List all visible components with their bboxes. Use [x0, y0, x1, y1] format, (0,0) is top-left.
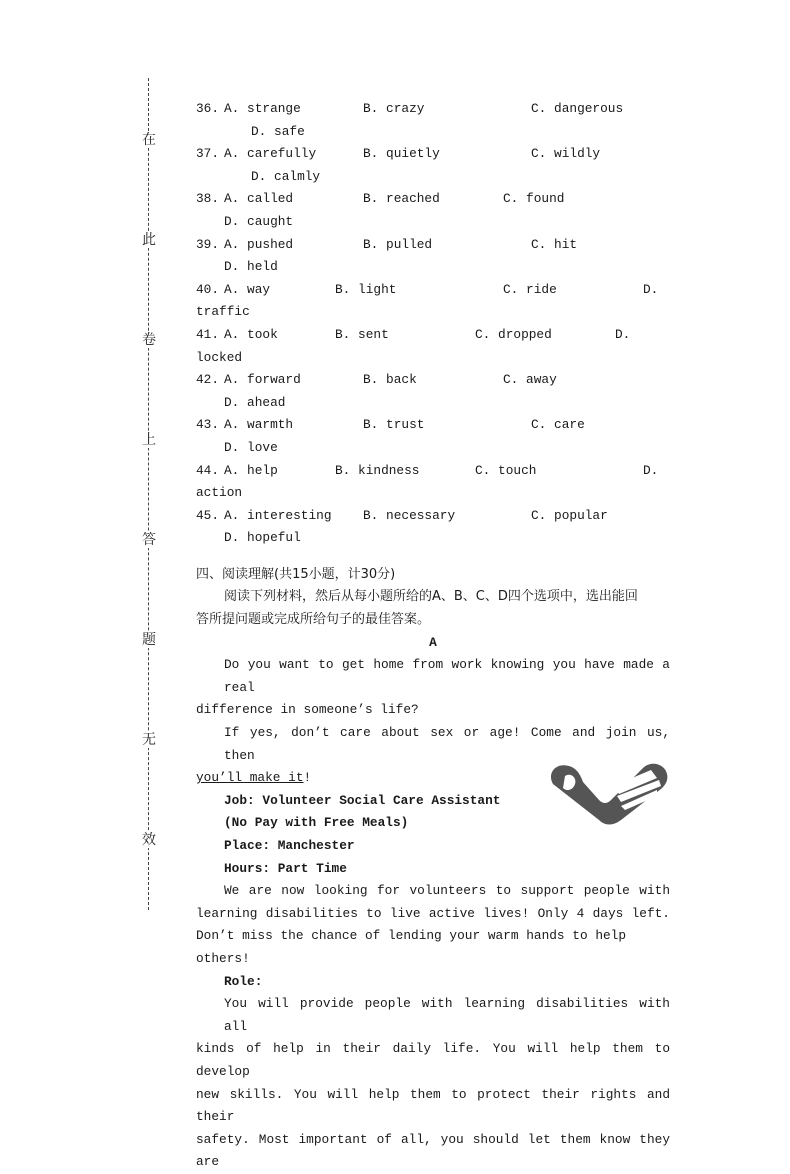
option-d-text: action	[196, 485, 243, 501]
passage-line: difference in someone’s life?	[196, 702, 419, 718]
option-c: C. away	[503, 372, 557, 388]
margin-char: 效	[142, 832, 156, 848]
question-38-d-line	[196, 211, 670, 234]
option-d: D.	[615, 326, 631, 342]
question-38	[196, 188, 670, 211]
option-b: B. light	[335, 281, 397, 297]
exclamation: !	[303, 770, 312, 786]
question-number: 37.	[196, 146, 220, 162]
question-41-d-line	[196, 347, 670, 370]
option-d-text: locked	[196, 349, 243, 365]
passage-line: If yes, don’t care about sex or age! Come and join us, then	[224, 725, 670, 763]
margin-char: 题	[142, 632, 156, 648]
margin-char: 无	[142, 732, 156, 748]
question-number: 38.	[196, 191, 220, 207]
margin-char: 此	[142, 232, 156, 248]
option-a: A. interesting	[224, 507, 332, 523]
margin-char: 在	[142, 132, 156, 148]
role-heading: Role:	[224, 973, 263, 989]
question-36	[196, 98, 670, 121]
option-d: D. ahead	[224, 394, 286, 410]
option-d: D. love	[224, 439, 278, 455]
question-number: 40.	[196, 281, 220, 297]
question-37-d-line	[196, 166, 670, 189]
option-a: A. called	[224, 191, 294, 207]
option-a: A. way	[224, 281, 271, 297]
passage-line: new skills. You will help them to protect their rights and their	[196, 1086, 670, 1125]
section-instruction: 阅读下列材料，然后从每小题所给的A、B、C、D四个选项中，选出能回	[224, 589, 638, 605]
option-c: C. popular	[531, 507, 608, 523]
question-37	[196, 143, 670, 166]
question-43	[196, 414, 670, 437]
option-b: B. crazy	[363, 101, 425, 116]
option-a: A. forward	[224, 372, 301, 388]
passage-line: We are now looking for volunteers to support people with	[224, 883, 670, 899]
question-40	[196, 279, 670, 302]
passage-line: safety. Most important of all, you should let them know they are	[196, 1131, 670, 1170]
option-b: B. trust	[363, 417, 425, 433]
place: Place: Manchester	[224, 838, 355, 853]
option-b: B. reached	[363, 191, 440, 207]
option-b: B. kindness	[335, 462, 420, 478]
option-c: C. touch	[475, 462, 537, 478]
question-39-d-line	[196, 256, 670, 279]
question-44-d-line	[196, 482, 670, 505]
margin-char: 答	[142, 532, 156, 548]
heart-hand-logo-icon	[543, 756, 671, 828]
question-40-d-line	[196, 301, 670, 324]
option-a: A. carefully	[224, 146, 317, 162]
hours: Hours: Part Time	[224, 860, 347, 876]
option-c: C. care	[531, 417, 585, 433]
option-a: A. took	[224, 326, 278, 342]
question-number: 43.	[196, 417, 220, 433]
question-44	[196, 460, 670, 483]
passage-line: kinds of help in their daily life. You will help them to develop	[196, 1041, 670, 1079]
question-45	[196, 505, 670, 528]
margin-char: 上	[142, 432, 156, 448]
option-b: B. quietly	[363, 146, 440, 162]
question-number: 39.	[196, 236, 220, 252]
underlined-phrase: you’ll make it	[196, 770, 304, 786]
question-number: 36.	[196, 101, 220, 116]
question-number: 41.	[196, 326, 220, 342]
question-42-d-line	[196, 392, 670, 415]
option-b: B. necessary	[363, 507, 456, 523]
passage-label: A	[429, 634, 437, 650]
option-b: B. sent	[335, 326, 389, 342]
margin-char: 卷	[142, 332, 156, 348]
option-d: D. caught	[224, 213, 294, 229]
option-d-text: traffic	[196, 304, 250, 320]
option-d: D. safe	[251, 123, 305, 139]
passage-line: learning disabilities to live active lives! Only 4 days left.	[196, 905, 670, 921]
option-c: C. dropped	[475, 326, 552, 342]
option-d: D. calmly	[251, 168, 321, 184]
option-d: D.	[643, 281, 659, 297]
option-a: A. help	[224, 462, 278, 478]
passage-line: Don’t miss the chance of lending your warm hands to help others!	[196, 928, 627, 966]
option-b: B. back	[363, 372, 417, 388]
question-41	[196, 324, 670, 347]
option-d: D. held	[224, 259, 278, 275]
question-36-d-line	[196, 121, 670, 144]
option-a: A. pushed	[224, 236, 294, 252]
question-42	[196, 369, 670, 392]
passage-line: Do you want to get home from work knowing you have made a real	[224, 657, 670, 695]
section-instruction-cont: 答所提问题或完成所给句子的最佳答案。	[196, 612, 431, 628]
option-c: C. dangerous	[531, 101, 624, 116]
question-43-d-line	[196, 437, 670, 460]
pay-note: (No Pay with Free Meals)	[224, 815, 409, 831]
option-c: C. found	[503, 191, 565, 207]
question-number: 42.	[196, 372, 220, 388]
job-title: Job: Volunteer Social Care Assistant	[224, 792, 501, 808]
question-number: 45.	[196, 507, 220, 523]
question-39	[196, 234, 670, 257]
passage-line: You will provide people with learning disabilities with all	[224, 996, 670, 1034]
option-a: A. warmth	[224, 417, 294, 433]
option-b: B. pulled	[363, 236, 433, 252]
question-number: 44.	[196, 462, 220, 478]
option-c: C. hit	[531, 236, 578, 252]
option-c: C. wildly	[531, 146, 601, 162]
option-c: C. ride	[503, 281, 557, 297]
section-title: 四、阅读理解(共15小题，计30分)	[196, 566, 396, 582]
question-45-d-line	[196, 527, 670, 550]
binding-line	[148, 78, 149, 910]
option-d: D.	[643, 462, 659, 478]
option-d: D. hopeful	[224, 530, 301, 546]
document-body	[196, 98, 670, 1174]
option-a: A. strange	[224, 101, 301, 116]
